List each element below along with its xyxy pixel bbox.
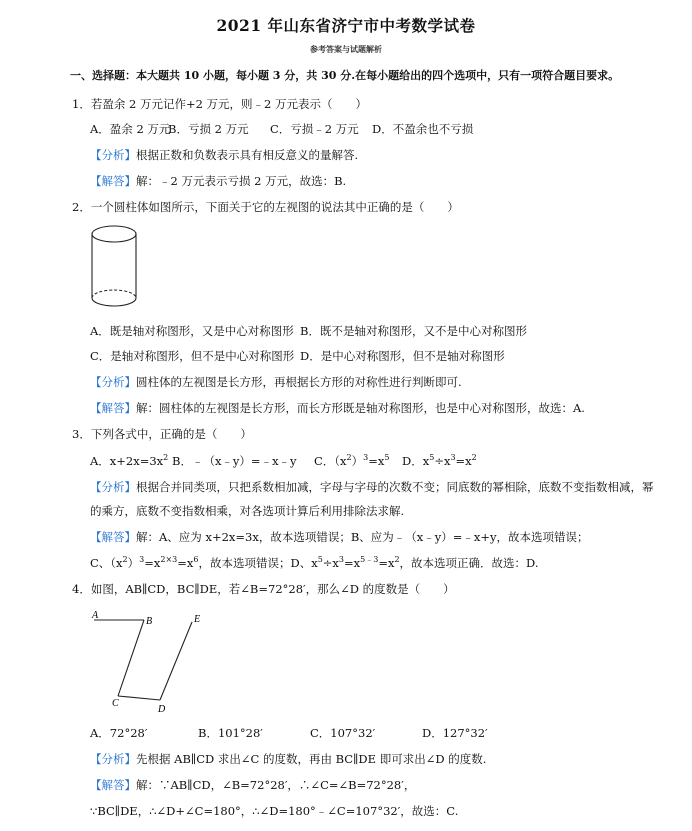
q4-answer-text: 解：∵AB∥CD，∠B=72°28′，∴∠C=∠B=72°28′， xyxy=(136,778,416,792)
q3-option-c-a: C．（x xyxy=(314,454,347,468)
q2-answer-tag: 【解答】 xyxy=(90,401,136,415)
q3-stem: 3．下列各式中，正确的是（ ） xyxy=(72,427,252,441)
cylinder-figure xyxy=(86,222,146,314)
q2-options-row1 xyxy=(90,323,527,339)
q3-ans-a: C、（x xyxy=(90,556,123,570)
q4-answer xyxy=(90,777,415,793)
q3-option-c-exp2: 3 xyxy=(363,453,369,463)
q2-option-b: B．既不是轴对称图形，又不是中心对称图形 xyxy=(300,324,527,338)
q3-analysis-text1: 根据合并同类项，只把系数相加减，字母与字母的次数不变；同底数的幂相除，底数不变指数相减，幂 xyxy=(136,480,654,494)
q1-option-d: D．不盈余也不亏损 xyxy=(372,122,474,136)
q3-ans-g: =x xyxy=(344,556,361,570)
q2-analysis-text: 圆柱体的左视图是长方形，再根据长方形的对称性进行判断即可. xyxy=(136,375,462,389)
q1-answer-tag: 【解答】 xyxy=(90,174,136,188)
q3-option-a-exp: 2 xyxy=(163,453,169,463)
q1-analysis xyxy=(90,147,358,163)
q2-option-d: D．是中心对称图形，但不是轴对称图形 xyxy=(300,349,505,363)
q3-analysis-tag: 【分析】 xyxy=(90,480,136,494)
q4-analysis xyxy=(90,751,486,767)
section-heading: 一、选择题：本大题共 10 小题，每小题 3 分，共 30 分.在每小题给出的四个选项中，只有一项符合题目要求。 xyxy=(70,69,620,82)
q3-option-b: B．﹣（x﹣y）=﹣x﹣y xyxy=(172,454,297,468)
q3-option-c-c: =x xyxy=(368,454,385,468)
q3-ans-d: =x xyxy=(177,556,194,570)
q4-options xyxy=(90,725,488,741)
q4-analysis-text: 先根据 AB∥CD 求出∠C 的度数，再由 BC∥DE 即可求出∠D 的度数. xyxy=(136,752,487,766)
q3-analysis-line2: 的乘方，底数不变指数相乘，对各选项计算后利用排除法求解. xyxy=(90,504,405,518)
q2-option-c: C．是轴对称图形，但不是中心对称图形 xyxy=(90,349,295,363)
q4-answer-tag: 【解答】 xyxy=(90,778,136,792)
q3-ans-i: ，故本选项正确．故选：D. xyxy=(399,556,539,570)
q4-answer-line2: ∵BC∥DE，∴∠D+∠C=180°，∴∠D=180°﹣∠C=107°32′，故选：C. xyxy=(90,804,459,818)
q4-option-c: C．107°32′ xyxy=(310,726,376,740)
q3-option-d-c: =x xyxy=(455,454,472,468)
q3-option-d-b: ÷x xyxy=(434,454,451,468)
q4-option-a: A．72°28′ xyxy=(90,726,148,740)
q3-analysis-line1 xyxy=(90,479,654,495)
q3-ans-c: =x xyxy=(144,556,161,570)
q1-option-a: A．盈余 2 万元 xyxy=(90,122,171,136)
label-d: D xyxy=(158,704,166,715)
q1-answer-text: 解：﹣2 万元表示亏损 2 万元，故选：B. xyxy=(136,174,347,188)
q1-analysis-tag: 【分析】 xyxy=(90,148,136,162)
q3-options xyxy=(90,453,477,469)
q4-stem: 4．如图，AB∥CD，BC∥DE，若∠B=72°28′，那么∠D 的度数是（ ） xyxy=(72,582,455,596)
q1-stem: 1．若盈余 2 万元记作+2 万元，则﹣2 万元表示（ ） xyxy=(72,97,368,111)
q1-analysis-text: 根据正数和负数表示具有相反意义的量解答. xyxy=(136,148,359,162)
q3-ans-s8: 2 xyxy=(394,555,400,565)
q3-ans-f: ÷x xyxy=(322,556,339,570)
q3-answer-tag: 【解答】 xyxy=(90,530,136,544)
q3-ans-s5: 5 xyxy=(317,555,323,565)
q1-options xyxy=(90,121,473,137)
q3-option-d-exp3: 2 xyxy=(471,453,477,463)
q4-option-b: B．101°28′ xyxy=(198,726,263,740)
q2-analysis-tag: 【分析】 xyxy=(90,375,136,389)
q4-analysis-tag: 【分析】 xyxy=(90,752,136,766)
q3-ans-s7: 5﹣3 xyxy=(360,555,379,565)
q3-answer-line1 xyxy=(90,529,589,545)
q3-option-d-exp1: 5 xyxy=(429,453,435,463)
q3-answer-text1: 解：A、应为 x+2x=3x，故本选项错误；B、应为﹣（x﹣y）=﹣x+y，故本选项错误； xyxy=(136,530,589,544)
parallel-lines-figure xyxy=(88,608,218,718)
q1-answer xyxy=(90,173,346,189)
q2-options-row2 xyxy=(90,348,505,364)
q3-ans-s1: 2 xyxy=(122,555,128,565)
q3-ans-h: =x xyxy=(378,556,395,570)
q3-ans-e: ，故本选项错误；D、x xyxy=(198,556,318,570)
q3-option-a xyxy=(90,453,172,469)
q1-option-b: B．亏损 2 万元 xyxy=(168,122,249,136)
q3-option-d-a: D．x xyxy=(402,454,430,468)
q3-option-c-exp1: 2 xyxy=(346,453,352,463)
q3-option-d xyxy=(402,453,477,469)
q3-option-c-b: ） xyxy=(351,454,364,468)
q3-ans-s6: 3 xyxy=(338,555,344,565)
q1-option-c: C．亏损﹣2 万元 xyxy=(270,122,359,136)
q3-ans-s2: 3 xyxy=(139,555,145,565)
q2-answer xyxy=(90,400,585,416)
q3-ans-s4: 6 xyxy=(193,555,199,565)
q2-stem: 2．一个圆柱体如图所示，下面关于它的左视图的说法其中正确的是（ ） xyxy=(72,200,459,214)
label-a: A xyxy=(92,610,99,621)
q3-option-c xyxy=(314,453,402,469)
q3-ans-b: ） xyxy=(127,556,140,570)
q3-ans-s3: 2×3 xyxy=(160,555,178,565)
label-c: C xyxy=(112,698,119,709)
page-subtitle: 参考答案与试题解析 xyxy=(310,44,382,54)
page-title: 2021 年山东省济宁市中考数学试卷 xyxy=(216,16,476,35)
q3-option-d-exp2: 3 xyxy=(450,453,456,463)
q2-answer-text: 解：圆柱体的左视图是长方形，而长方形既是轴对称图形，也是中心对称图形，故选：A. xyxy=(136,401,585,415)
q3-answer-line2 xyxy=(90,555,539,571)
q4-option-d: D．127°32′ xyxy=(422,726,488,740)
label-b: B xyxy=(146,616,153,627)
q3-option-c-exp3: 5 xyxy=(384,453,390,463)
label-e: E xyxy=(194,614,201,625)
q3-option-a-base: A．x+2x=3x xyxy=(90,454,164,468)
q2-analysis xyxy=(90,374,462,390)
q2-option-a: A．既是轴对称图形，又是中心对称图形 xyxy=(90,324,294,338)
